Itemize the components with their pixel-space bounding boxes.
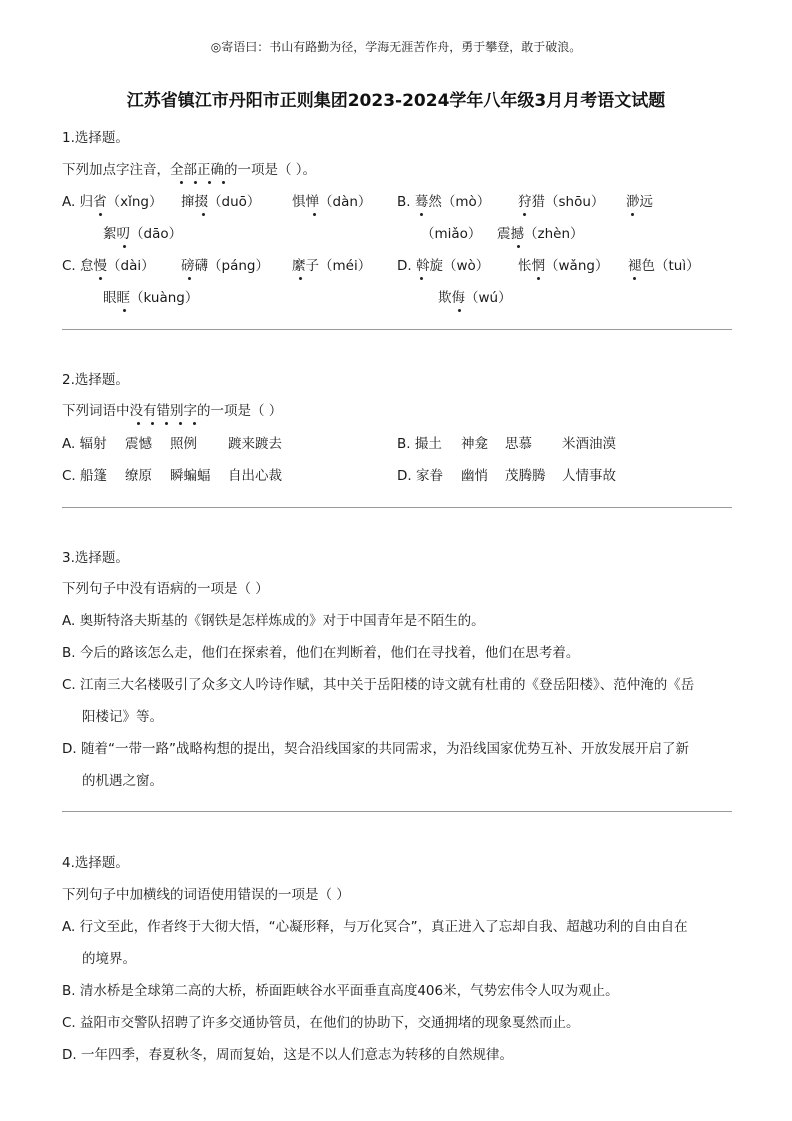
emphasis-dot bbox=[208, 181, 211, 184]
q2-option-c-word-1: C. 船篷 bbox=[62, 468, 108, 484]
q1-option-b-item-3: 渺远 bbox=[626, 194, 653, 210]
q3-option-b: B. 今后的路该怎么走，他们在探索着，他们在判断着，他们在寻找着，他们在思考着。 bbox=[62, 645, 580, 661]
emphasis-dot bbox=[99, 277, 102, 280]
q2-option-b-word-2: 神龛 bbox=[461, 436, 488, 452]
emphasis-dot bbox=[137, 422, 140, 425]
q2-option-a-word-3: 照例 bbox=[170, 436, 197, 452]
emphasis-dot bbox=[123, 245, 126, 248]
emphasis-dot bbox=[179, 422, 182, 425]
q1-option-d-item-2: 怅惘（wǎng） bbox=[518, 258, 609, 274]
q2-option-a-word-4: 踱来踱去 bbox=[228, 436, 282, 452]
emphasis-dot bbox=[202, 213, 205, 216]
emphasis-dot bbox=[99, 213, 102, 216]
q3-option-d-continued: 的机遇之窗。 bbox=[82, 773, 163, 789]
q1-option-d-item-4: 欺侮（wú） bbox=[438, 290, 512, 306]
q3-option-d: D. 随着“一带一路”战略构想的提出，契合沿线国家的共同需求，为沿线国家优势互补、开放发展开启了新 bbox=[62, 741, 689, 757]
q1-option-d-item-1: D. 斡旋（wò） bbox=[397, 258, 490, 274]
q1-option-a-item-2: 撺掇（duō） bbox=[181, 194, 261, 210]
q2-option-c-word-2: 缭原 bbox=[125, 468, 152, 484]
q2-option-d-word-4: 人情事故 bbox=[562, 468, 616, 484]
emphasis-dot bbox=[193, 422, 196, 425]
header-motto: ◎寄语曰：书山有路勤为径，学海无涯苦作舟，勇于攀登，敢于破浪。 bbox=[210, 40, 582, 54]
q1-option-b-item-2: 狩猎（shōu） bbox=[518, 194, 605, 210]
q4-option-c: C. 益阳市交警队招聘了许多交通协管员，在他们的协助下，交通拥堵的现象戛然而止。 bbox=[62, 1015, 580, 1031]
section-divider bbox=[62, 507, 732, 508]
q4-option-a-continued: 的境界。 bbox=[82, 951, 136, 967]
emphasis-dot bbox=[420, 277, 423, 280]
emphasis-dot bbox=[188, 277, 191, 280]
emphasis-dot bbox=[631, 213, 634, 216]
section-divider bbox=[62, 329, 732, 330]
q2-option-b-word-1: B. 撮土 bbox=[397, 436, 442, 452]
emphasis-dot bbox=[517, 245, 520, 248]
q1-option-c-item-1: C. 怠慢（dài） bbox=[62, 258, 155, 274]
q1-option-a-item-3: 惧惮（dàn） bbox=[292, 194, 372, 210]
page-title: 江苏省镇江市丹阳市正则集团2023-2024学年八年级3月月考语文试题 bbox=[126, 91, 666, 111]
q2-option-d-word-3: 茂腾腾 bbox=[505, 468, 546, 484]
emphasis-dot bbox=[123, 309, 126, 312]
q3-stem: 下列句子中没有语病的一项是（ ） bbox=[62, 581, 269, 597]
emphasis-dot bbox=[537, 277, 540, 280]
q1-option-b-item-5: 震撼（zhèn） bbox=[497, 226, 584, 242]
q1-heading: 1.选择题。 bbox=[62, 130, 129, 146]
q4-option-a: A. 行文至此，作者终于大彻大悟，“心凝形释，与万化冥合”，真正进入了忘却自我、超越功利的自由自在 bbox=[62, 919, 688, 935]
q4-heading: 4.选择题。 bbox=[62, 855, 129, 871]
emphasis-dot bbox=[313, 213, 316, 216]
q2-option-d-word-1: D. 家眷 bbox=[397, 468, 443, 484]
emphasis-dot bbox=[165, 422, 168, 425]
emphasis-dot bbox=[420, 213, 423, 216]
q4-option-d: D. 一年四季，春夏秋冬，周而复始，这是不以人们意志为转移的自然规律。 bbox=[62, 1047, 513, 1063]
emphasis-dot bbox=[523, 213, 526, 216]
q1-option-a-item-1: A. 归省（xǐng） bbox=[62, 194, 163, 210]
emphasis-dot bbox=[180, 181, 183, 184]
q3-option-c-continued: 阳楼记》等。 bbox=[82, 709, 163, 725]
emphasis-dot bbox=[458, 309, 461, 312]
q3-option-c: C. 江南三大名楼吸引了众多文人吟诗作赋，其中关于岳阳楼的诗文就有杜甫的《登岳阳楼》、范仲淹的《岳 bbox=[62, 677, 695, 693]
q1-option-b-item-4: （miǎo） bbox=[421, 226, 482, 242]
emphasis-dot bbox=[222, 181, 225, 184]
q2-option-a-word-2: 震憾 bbox=[125, 436, 152, 452]
q1-stem: 下列加点字注音，全部正确的一项是（ ）。 bbox=[62, 162, 317, 178]
q1-option-c-item-4: 眼眶（kuàng） bbox=[103, 290, 199, 306]
q2-heading: 2.选择题。 bbox=[62, 372, 129, 388]
q1-option-b-item-1: B. 蓦然（mò） bbox=[397, 194, 491, 210]
q1-option-c-item-3: 縻子（méi） bbox=[292, 258, 372, 274]
q1-option-d-item-3: 褪色（tuì） bbox=[628, 258, 700, 274]
emphasis-dot bbox=[299, 277, 302, 280]
q3-heading: 3.选择题。 bbox=[62, 550, 129, 566]
q2-option-a-word-1: A. 辐射 bbox=[62, 436, 107, 452]
q1-option-c-item-2: 磅礴（páng） bbox=[181, 258, 269, 274]
emphasis-dot bbox=[151, 422, 154, 425]
q2-option-c-word-3: 瞬蝙蝠 bbox=[170, 468, 211, 484]
q2-stem: 下列词语中没有错别字的一项是（ ） bbox=[62, 403, 283, 419]
emphasis-dot bbox=[194, 181, 197, 184]
q2-option-c-word-4: 自出心裁 bbox=[228, 468, 282, 484]
emphasis-dot bbox=[633, 277, 636, 280]
q1-option-a-item-4: 絮叨（dāo） bbox=[103, 226, 183, 242]
q3-option-a: A. 奥斯特洛夫斯基的《钢铁是怎样炼成的》对于中国青年是不陌生的。 bbox=[62, 613, 485, 629]
q2-option-b-word-4: 米酒油漠 bbox=[562, 436, 616, 452]
q2-option-d-word-2: 幽悄 bbox=[461, 468, 488, 484]
q2-option-b-word-3: 思慕 bbox=[505, 436, 532, 452]
section-divider bbox=[62, 811, 732, 812]
q4-stem: 下列句子中加横线的词语使用错误的一项是（ ） bbox=[62, 887, 350, 903]
q4-option-b: B. 清水桥是全球第二高的大桥，桥面距峡谷水平面垂直高度406米，气势宏伟令人叹为观止。 bbox=[62, 983, 619, 999]
